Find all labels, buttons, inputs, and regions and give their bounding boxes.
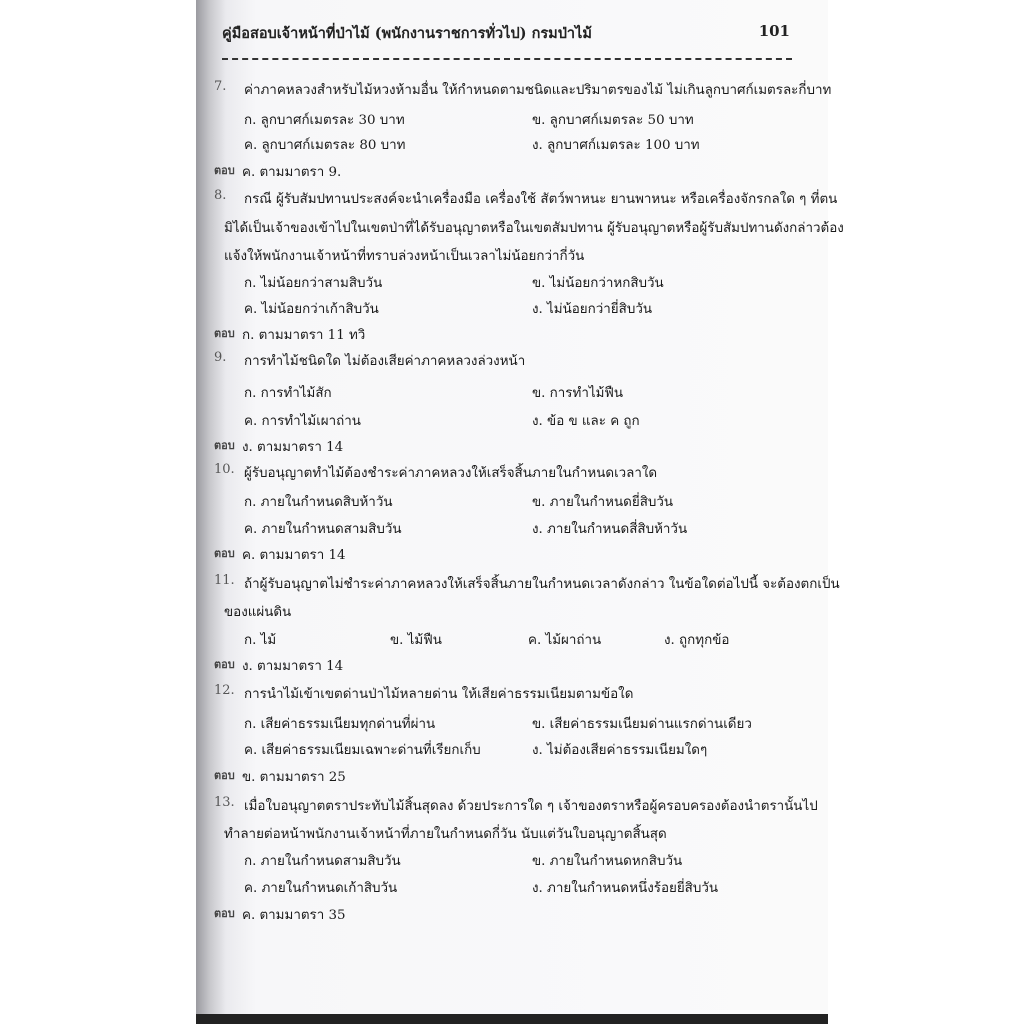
answer-text: ค. ตามมาตรา 14: [242, 548, 346, 563]
answer-text: ค. ตามมาตรา 9.: [242, 165, 342, 180]
page-header: [222, 18, 802, 46]
question-number: 11.: [214, 573, 235, 588]
answer-choice: ค. ลูกบาศก์เมตรละ 80 บาท: [244, 138, 406, 153]
answer-choice: ข. ไม้ฟืน: [390, 633, 442, 648]
answer-label: ตอบ: [214, 327, 235, 340]
answer-choice: ค. ไม้ผาถ่าน: [528, 633, 602, 648]
question-number: 10.: [214, 462, 235, 477]
answer-label: ตอบ: [214, 658, 235, 671]
question-number: 13.: [214, 795, 235, 810]
answer-choice: ก. ไม้: [244, 633, 277, 648]
answer-choice: ค. การทำไม้เผาถ่าน: [244, 414, 361, 429]
answer-choice: ค. ไม่น้อยกว่าเก้าสิบวัน: [244, 302, 379, 317]
question-text: การนำไม้เข้าเขตด่านป่าไม้หลายด่าน ให้เสียค่าธรรมเนียมตามข้อใด: [244, 687, 634, 702]
question-text: ทำลายต่อหน้าพนักงานเจ้าหน้าที่ภายในกำหนดกี่วัน นับแต่วันใบอนุญาตสิ้นสุด: [224, 827, 667, 842]
answer-choice: ง. ถูกทุกข้อ: [664, 633, 730, 648]
question-text: เมื่อใบอนุญาตตราประทับไม้สิ้นสุดลง ด้วยประการใด ๆ เจ้าของตราหรือผู้ครอบครองต้องนำตรานั้นไป: [244, 799, 818, 814]
answer-choice: ข. การทำไม้ฟืน: [532, 386, 624, 401]
answer-choice: ง. ภายในกำหนดสี่สิบห้าวัน: [532, 522, 688, 537]
question-number: 12.: [214, 683, 235, 698]
answer-choice: ง. ข้อ ข และ ค ถูก: [532, 414, 640, 429]
answer-text: ง. ตามมาตรา 14: [242, 659, 344, 674]
answer-choice: ง. ลูกบาศก์เมตรละ 100 บาท: [532, 138, 700, 153]
question-number: 7.: [214, 79, 227, 94]
answer-choice: ก. การทำไม้สัก: [244, 386, 332, 401]
answer-choice: ข. ลูกบาศก์เมตรละ 50 บาท: [532, 113, 694, 128]
answer-choice: ข. ภายในกำหนดหกสิบวัน: [532, 854, 683, 869]
answer-choice: ข. ไม่น้อยกว่าหกสิบวัน: [532, 276, 664, 291]
answer-choice: ก. ไม่น้อยกว่าสามสิบวัน: [244, 276, 383, 291]
answer-label: ตอบ: [214, 164, 235, 177]
answer-choice: ค. ภายในกำหนดเก้าสิบวัน: [244, 881, 398, 896]
question-text: ค่าภาคหลวงสำหรับไม้หวงห้ามอื่น ให้กำหนดตามชนิดและปริมาตรของไม้ ไม่เกินลูกบาศก์เมตรละกี่บาท: [244, 83, 832, 98]
question-number: 8.: [214, 188, 227, 203]
answer-choice: ข. เสียค่าธรรมเนียมด่านแรกด่านเดียว: [532, 717, 752, 732]
header-title: คู่มือสอบเจ้าหน้าที่ป่าไม้ (พนักงานราชการทั่วไป) กรมป่าไม้: [222, 25, 592, 42]
answer-choice: ค. ภายในกำหนดสามสิบวัน: [244, 522, 402, 537]
question-text: ของแผ่นดิน: [224, 605, 292, 620]
page-number: 101: [758, 22, 790, 40]
answer-text: ง. ตามมาตรา 14: [242, 440, 344, 455]
answer-choice: ก. ภายในกำหนดสามสิบวัน: [244, 854, 401, 869]
question-text: มิได้เป็นเจ้าของเข้าไปในเขตป่าที่ได้รับอนุญาตหรือในเขตสัมปทาน ผู้รับอนุญาตหรือผู้รับสัมปทานดังกล่าวต้อง: [224, 221, 844, 236]
answer-choice: ก. ลูกบาศก์เมตรละ 30 บาท: [244, 113, 405, 128]
answer-text: ก. ตามมาตรา 11 ทวิ: [242, 328, 366, 343]
answer-choice: ก. เสียค่าธรรมเนียมทุกด่านที่ผ่าน: [244, 717, 436, 732]
answer-choice: ง. ภายในกำหนดหนึ่งร้อยยี่สิบวัน: [532, 881, 719, 896]
page-margin: [828, 0, 1024, 1024]
answer-choice: ค. เสียค่าธรรมเนียมเฉพาะด่านที่เรียกเก็บ: [244, 743, 481, 758]
answer-label: ตอบ: [214, 439, 235, 452]
question-text: การทำไม้ชนิดใด ไม่ต้องเสียค่าภาคหลวงล่วงหน้า: [244, 354, 526, 369]
answer-label: ตอบ: [214, 769, 235, 782]
answer-label: ตอบ: [214, 907, 235, 920]
question-number: 9.: [214, 350, 227, 365]
answer-text: ข. ตามมาตรา 25: [242, 770, 346, 785]
answer-choice: ง. ไม่ต้องเสียค่าธรรมเนียมใดๆ: [532, 743, 708, 758]
answer-text: ค. ตามมาตรา 35: [242, 908, 346, 923]
question-text: ผู้รับอนุญาตทำไม้ต้องชำระค่าภาคหลวงให้เสร็จสิ้นภายในกำหนดเวลาใด: [244, 466, 658, 481]
answer-choice: ง. ไม่น้อยกว่ายี่สิบวัน: [532, 302, 652, 317]
question-text: กรณี ผู้รับสัมปทานประสงค์จะนำเครื่องมือ เครื่องใช้ สัตว์พาหนะ ยานพาหนะ หรือเครื่องจักรกลใด ๆ ที่ตน: [244, 192, 838, 207]
answer-choice: ข. ภายในกำหนดยี่สิบวัน: [532, 495, 674, 510]
page-bottom-edge: [196, 1014, 828, 1024]
question-text: แจ้งให้พนักงานเจ้าหน้าที่ทราบล่วงหน้าเป็นเวลาไม่น้อยกว่ากี่วัน: [224, 249, 585, 264]
question-text: ถ้าผู้รับอนุญาตไม่ชำระค่าภาคหลวงให้เสร็จสิ้นภายในกำหนดเวลาดังกล่าว ในข้อใดต่อไปนี้ จะต้องตกเป็น: [244, 577, 840, 592]
header-divider: [222, 58, 792, 60]
answer-label: ตอบ: [214, 547, 235, 560]
answer-choice: ก. ภายในกำหนดสิบห้าวัน: [244, 495, 393, 510]
